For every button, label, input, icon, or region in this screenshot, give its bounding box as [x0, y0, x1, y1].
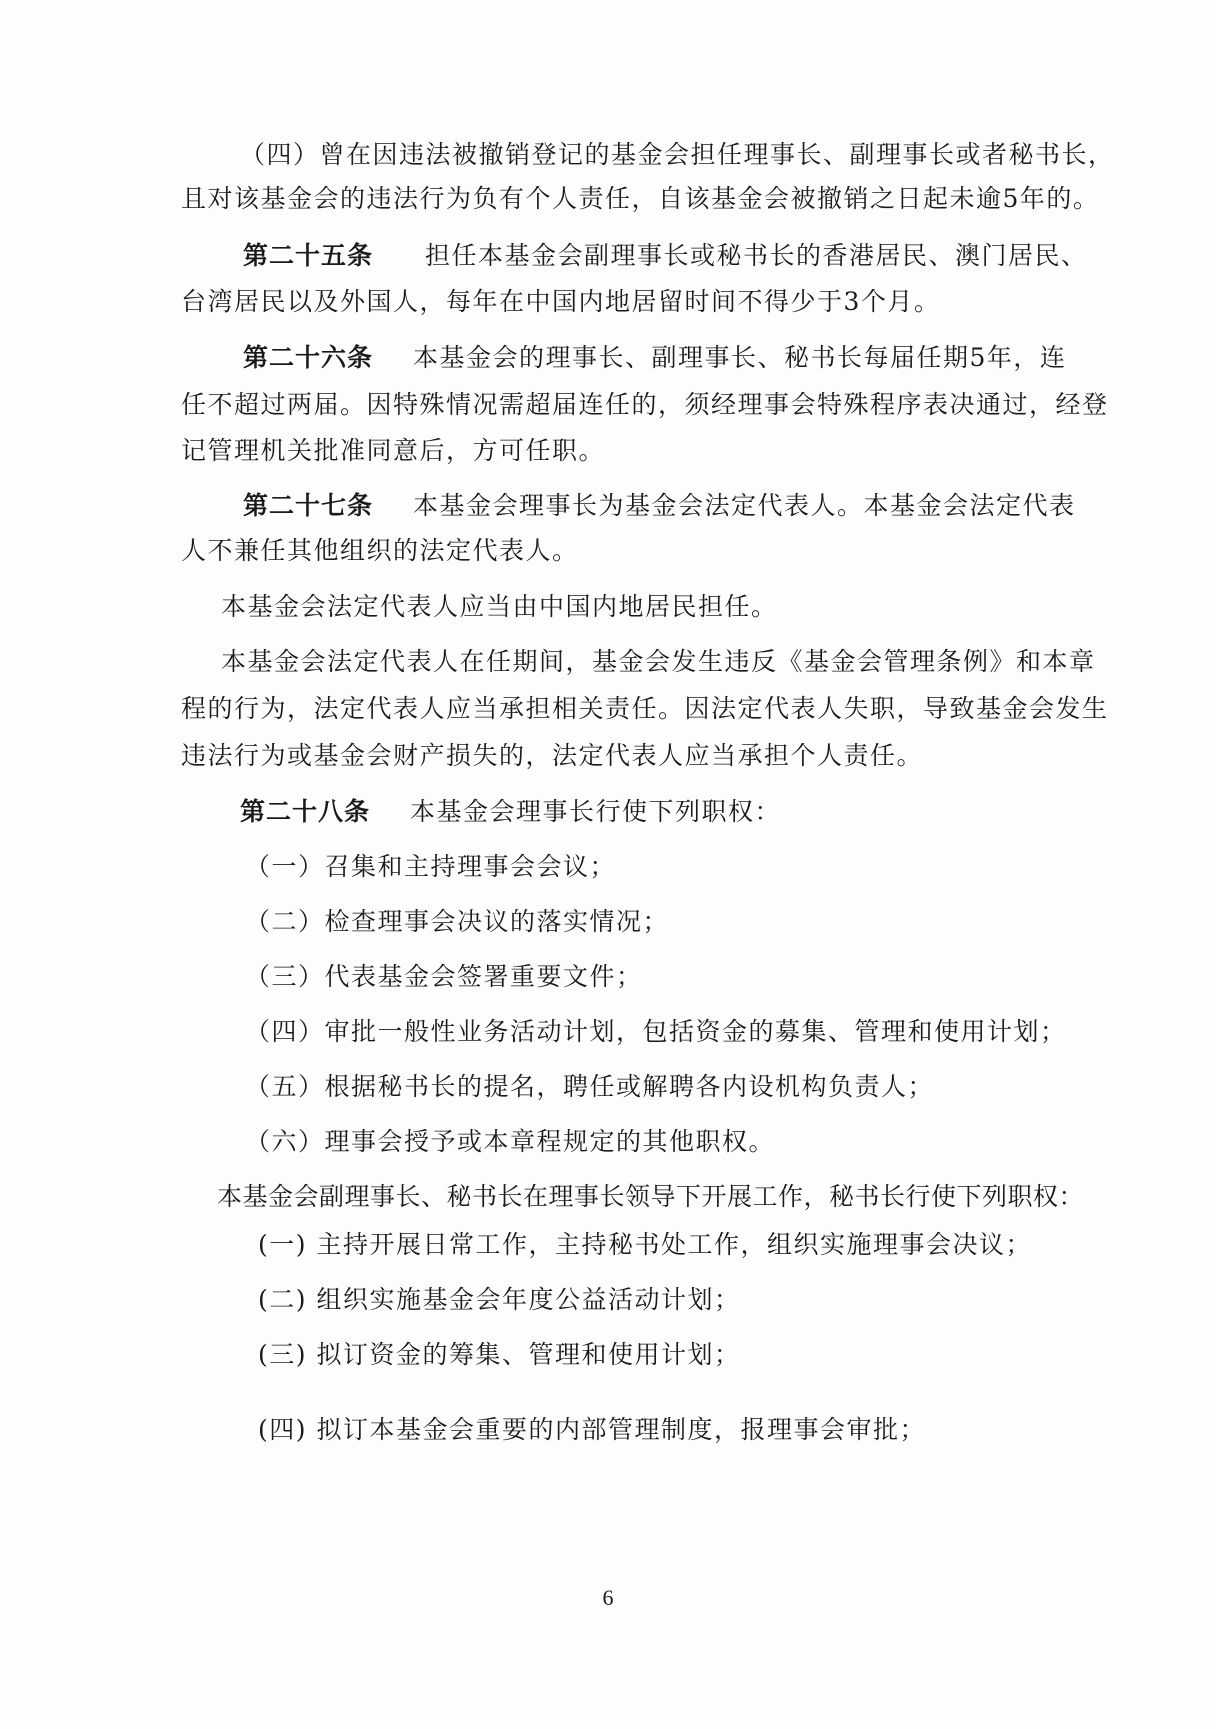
- article-text: 本基金会的理事长、副理事长、秘书长每届任期5年，连: [413, 343, 1067, 372]
- list-item: （一）召集和主持理事会会议；: [245, 852, 617, 881]
- list-item: (二) 组织实施基金会年度公益活动计划；: [258, 1285, 741, 1314]
- list-item: （四）审批一般性业务活动计划，包括资金的募集、管理和使用计划；: [245, 1017, 1067, 1046]
- article-heading: 第二十七条: [243, 491, 374, 520]
- text-line: 任不超过两届。因特殊情况需超届连任的，须经理事会特殊程序表决通过，经登: [181, 390, 1109, 419]
- list-item: (三) 拟订资金的筹集、管理和使用计划；: [258, 1340, 741, 1369]
- list-item: (四) 拟订本基金会重要的内部管理制度，报理事会审批；: [258, 1415, 926, 1444]
- article-text: 本基金会理事长为基金会法定代表人。本基金会法定代表: [413, 491, 1076, 520]
- text-line: 且对该基金会的违法行为负有个人责任，自该基金会被撤销之日起未逾5年的。: [181, 184, 1100, 213]
- article-heading: 第二十八条: [240, 797, 371, 826]
- article-25: [243, 240, 1088, 272]
- list-item: (一) 主持开展日常工作，主持秘书处工作，组织实施理事会决议；: [258, 1230, 1032, 1259]
- page-number: 6: [602, 1585, 614, 1610]
- article-27: [243, 490, 1076, 522]
- article-28: [240, 796, 781, 828]
- article-text: 本基金会理事长行使下列职权：: [410, 797, 782, 826]
- text-line: 违法行为或基金会财产损失的，法定代表人应当承担个人责任。: [181, 741, 924, 770]
- list-item: （五）根据秘书长的提名，聘任或解聘各内设机构负责人；: [245, 1072, 935, 1101]
- list-item: （二）检查理事会决议的落实情况；: [245, 907, 670, 936]
- text-line: 程的行为，法定代表人应当承担相关责任。因法定代表人失职，导致基金会发生: [181, 694, 1109, 723]
- text-line: 本基金会法定代表人在任期间，基金会发生违反《基金会管理条例》和本章: [221, 647, 1096, 676]
- list-item: （三）代表基金会签署重要文件；: [245, 962, 643, 991]
- article-heading: 第二十六条: [243, 343, 374, 372]
- article-heading: 第二十五条: [243, 241, 374, 270]
- text-line: 本基金会法定代表人应当由中国内地居民担任。: [221, 592, 778, 621]
- text-line: 本基金会副理事长、秘书长在理事长领导下开展工作，秘书长行使下列职权：: [217, 1182, 1085, 1211]
- text-line: （四）曾在因违法被撤销登记的基金会担任理事长、副理事长或者秘书长，: [240, 140, 1115, 169]
- article-26: [243, 342, 1066, 374]
- list-item: （六）理事会授予或本章程规定的其他职权。: [245, 1127, 776, 1156]
- text-line: 台湾居民以及外国人，每年在中国内地居留时间不得少于3个月。: [181, 287, 941, 316]
- article-text: 担任本基金会副理事长或秘书长的香港居民、澳门居民、: [425, 241, 1088, 270]
- text-line: 人不兼任其他组织的法定代表人。: [181, 536, 579, 565]
- text-line: 记管理机关批准同意后，方可任职。: [181, 436, 606, 465]
